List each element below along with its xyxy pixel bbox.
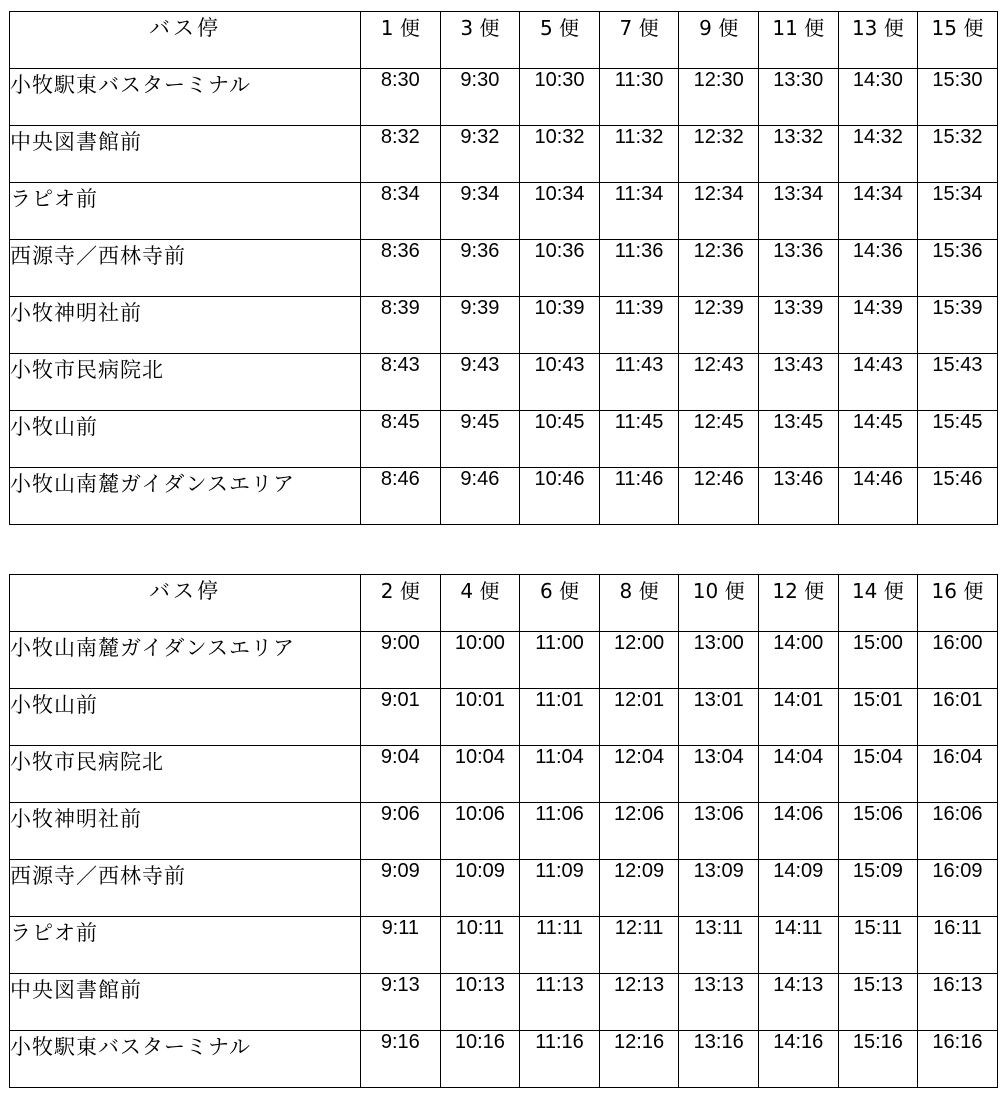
departure-time: 8:32 bbox=[361, 126, 441, 183]
bus-stop-column-header: バス停 bbox=[10, 12, 361, 69]
bus-stop-name: 中央図書館前 bbox=[10, 126, 361, 183]
departure-time: 10:04 bbox=[440, 746, 520, 803]
departure-time: 10:06 bbox=[440, 803, 520, 860]
departure-time: 9:00 bbox=[361, 632, 441, 689]
departure-time: 12:04 bbox=[599, 746, 679, 803]
bus-stop-name: 中央図書館前 bbox=[10, 974, 361, 1031]
departure-time: 10:30 bbox=[520, 69, 600, 126]
departure-time: 13:00 bbox=[679, 632, 759, 689]
departure-time: 11:01 bbox=[520, 689, 600, 746]
departure-time: 15:06 bbox=[838, 803, 918, 860]
table-row bbox=[10, 689, 998, 746]
departure-time: 10:46 bbox=[520, 468, 600, 525]
departure-time: 8:34 bbox=[361, 183, 441, 240]
departure-time: 9:45 bbox=[440, 411, 520, 468]
table-row bbox=[10, 354, 998, 411]
bus-stop-name: 小牧神明社前 bbox=[10, 803, 361, 860]
departure-time: 14:46 bbox=[838, 468, 918, 525]
trip-column-header: 2 便 bbox=[361, 575, 441, 632]
departure-time: 9:46 bbox=[440, 468, 520, 525]
departure-time: 9:30 bbox=[440, 69, 520, 126]
bus-stop-name: ラピオ前 bbox=[10, 917, 361, 974]
outbound-body bbox=[10, 69, 998, 525]
departure-time: 13:06 bbox=[679, 803, 759, 860]
departure-time: 8:45 bbox=[361, 411, 441, 468]
departure-time: 11:46 bbox=[599, 468, 679, 525]
departure-time: 12:43 bbox=[679, 354, 759, 411]
departure-time: 8:30 bbox=[361, 69, 441, 126]
trip-column-header: 9 便 bbox=[679, 12, 759, 69]
departure-time: 15:32 bbox=[918, 126, 998, 183]
departure-time: 15:11 bbox=[838, 917, 918, 974]
bus-stop-name: 小牧駅東バスターミナル bbox=[10, 69, 361, 126]
departure-time: 14:04 bbox=[758, 746, 838, 803]
departure-time: 14:16 bbox=[758, 1031, 838, 1088]
departure-time: 9:13 bbox=[361, 974, 441, 1031]
departure-time: 16:09 bbox=[918, 860, 998, 917]
departure-time: 13:09 bbox=[679, 860, 759, 917]
departure-time: 14:06 bbox=[758, 803, 838, 860]
departure-time: 11:09 bbox=[520, 860, 600, 917]
trip-column-header: 11 便 bbox=[758, 12, 838, 69]
departure-time: 12:16 bbox=[599, 1031, 679, 1088]
trip-column-header: 16 便 bbox=[918, 575, 998, 632]
departure-time: 14:45 bbox=[838, 411, 918, 468]
departure-time: 11:13 bbox=[520, 974, 600, 1031]
departure-time: 11:00 bbox=[520, 632, 600, 689]
departure-time: 14:30 bbox=[838, 69, 918, 126]
departure-time: 9:01 bbox=[361, 689, 441, 746]
trip-column-header: 1 便 bbox=[361, 12, 441, 69]
departure-time: 13:32 bbox=[758, 126, 838, 183]
departure-time: 15:09 bbox=[838, 860, 918, 917]
departure-time: 11:04 bbox=[520, 746, 600, 803]
trip-column-header: 8 便 bbox=[599, 575, 679, 632]
departure-time: 10:16 bbox=[440, 1031, 520, 1088]
departure-time: 9:16 bbox=[361, 1031, 441, 1088]
departure-time: 10:39 bbox=[520, 297, 600, 354]
departure-time: 11:30 bbox=[599, 69, 679, 126]
departure-time: 13:11 bbox=[679, 917, 759, 974]
bus-stop-name: 小牧山南麓ガイダンスエリア bbox=[10, 632, 361, 689]
departure-time: 12:39 bbox=[679, 297, 759, 354]
departure-time: 13:34 bbox=[758, 183, 838, 240]
inbound-body bbox=[10, 632, 998, 1088]
trip-column-header: 12 便 bbox=[758, 575, 838, 632]
departure-time: 9:43 bbox=[440, 354, 520, 411]
departure-time: 13:43 bbox=[758, 354, 838, 411]
bus-stop-name: 小牧市民病院北 bbox=[10, 746, 361, 803]
bus-stop-name: 西源寺／西林寺前 bbox=[10, 860, 361, 917]
bus-stop-name: ラピオ前 bbox=[10, 183, 361, 240]
departure-time: 10:13 bbox=[440, 974, 520, 1031]
departure-time: 13:45 bbox=[758, 411, 838, 468]
trip-column-header: 7 便 bbox=[599, 12, 679, 69]
departure-time: 12:36 bbox=[679, 240, 759, 297]
departure-time: 14:11 bbox=[758, 917, 838, 974]
inbound-header bbox=[10, 575, 998, 632]
departure-time: 8:39 bbox=[361, 297, 441, 354]
departure-time: 15:00 bbox=[838, 632, 918, 689]
trip-column-header: 4 便 bbox=[440, 575, 520, 632]
departure-time: 10:43 bbox=[520, 354, 600, 411]
departure-time: 12:09 bbox=[599, 860, 679, 917]
bus-stop-name: 小牧山前 bbox=[10, 689, 361, 746]
departure-time: 11:32 bbox=[599, 126, 679, 183]
departure-time: 9:11 bbox=[361, 917, 441, 974]
departure-time: 10:45 bbox=[520, 411, 600, 468]
departure-time: 11:11 bbox=[520, 917, 600, 974]
bus-stop-column-header: バス停 bbox=[10, 575, 361, 632]
header-row bbox=[10, 12, 998, 69]
departure-time: 15:16 bbox=[838, 1031, 918, 1088]
departure-time: 10:09 bbox=[440, 860, 520, 917]
departure-time: 12:34 bbox=[679, 183, 759, 240]
departure-time: 9:06 bbox=[361, 803, 441, 860]
departure-time: 14:43 bbox=[838, 354, 918, 411]
departure-time: 11:45 bbox=[599, 411, 679, 468]
departure-time: 15:43 bbox=[918, 354, 998, 411]
departure-time: 12:00 bbox=[599, 632, 679, 689]
departure-time: 12:11 bbox=[599, 917, 679, 974]
outbound-timetable bbox=[9, 11, 998, 525]
table-row bbox=[10, 411, 998, 468]
trip-column-header: 5 便 bbox=[520, 12, 600, 69]
departure-time: 11:06 bbox=[520, 803, 600, 860]
departure-time: 14:39 bbox=[838, 297, 918, 354]
departure-time: 13:16 bbox=[679, 1031, 759, 1088]
departure-time: 15:46 bbox=[918, 468, 998, 525]
departure-time: 16:16 bbox=[918, 1031, 998, 1088]
departure-time: 9:09 bbox=[361, 860, 441, 917]
departure-time: 12:30 bbox=[679, 69, 759, 126]
bus-stop-name: 小牧山南麓ガイダンスエリア bbox=[10, 468, 361, 525]
trip-column-header: 10 便 bbox=[679, 575, 759, 632]
departure-time: 12:01 bbox=[599, 689, 679, 746]
departure-time: 13:39 bbox=[758, 297, 838, 354]
departure-time: 10:34 bbox=[520, 183, 600, 240]
departure-time: 14:13 bbox=[758, 974, 838, 1031]
trip-column-header: 14 便 bbox=[838, 575, 918, 632]
departure-time: 13:30 bbox=[758, 69, 838, 126]
table-row bbox=[10, 803, 998, 860]
header-row bbox=[10, 575, 998, 632]
departure-time: 13:46 bbox=[758, 468, 838, 525]
departure-time: 14:36 bbox=[838, 240, 918, 297]
departure-time: 9:39 bbox=[440, 297, 520, 354]
departure-time: 12:45 bbox=[679, 411, 759, 468]
bus-stop-name: 西源寺／西林寺前 bbox=[10, 240, 361, 297]
table-row bbox=[10, 240, 998, 297]
bus-stop-name: 小牧駅東バスターミナル bbox=[10, 1031, 361, 1088]
departure-time: 15:36 bbox=[918, 240, 998, 297]
bus-stop-name: 小牧山前 bbox=[10, 411, 361, 468]
departure-time: 14:01 bbox=[758, 689, 838, 746]
departure-time: 13:04 bbox=[679, 746, 759, 803]
departure-time: 15:34 bbox=[918, 183, 998, 240]
departure-time: 9:36 bbox=[440, 240, 520, 297]
trip-column-header: 13 便 bbox=[838, 12, 918, 69]
departure-time: 9:32 bbox=[440, 126, 520, 183]
departure-time: 14:34 bbox=[838, 183, 918, 240]
departure-time: 15:30 bbox=[918, 69, 998, 126]
departure-time: 14:00 bbox=[758, 632, 838, 689]
table-row bbox=[10, 1031, 998, 1088]
departure-time: 8:43 bbox=[361, 354, 441, 411]
table-row bbox=[10, 468, 998, 525]
departure-time: 10:00 bbox=[440, 632, 520, 689]
inbound-timetable bbox=[9, 574, 998, 1088]
bus-stop-name: 小牧市民病院北 bbox=[10, 354, 361, 411]
departure-time: 12:46 bbox=[679, 468, 759, 525]
departure-time: 15:13 bbox=[838, 974, 918, 1031]
departure-time: 9:04 bbox=[361, 746, 441, 803]
departure-time: 15:39 bbox=[918, 297, 998, 354]
departure-time: 15:01 bbox=[838, 689, 918, 746]
departure-time: 14:09 bbox=[758, 860, 838, 917]
departure-time: 10:32 bbox=[520, 126, 600, 183]
departure-time: 15:04 bbox=[838, 746, 918, 803]
departure-time: 11:43 bbox=[599, 354, 679, 411]
table-row bbox=[10, 860, 998, 917]
departure-time: 13:13 bbox=[679, 974, 759, 1031]
table-row bbox=[10, 69, 998, 126]
departure-time: 9:34 bbox=[440, 183, 520, 240]
departure-time: 16:11 bbox=[918, 917, 998, 974]
departure-time: 13:01 bbox=[679, 689, 759, 746]
trip-column-header: 15 便 bbox=[918, 12, 998, 69]
departure-time: 15:45 bbox=[918, 411, 998, 468]
departure-time: 11:16 bbox=[520, 1031, 600, 1088]
departure-time: 16:06 bbox=[918, 803, 998, 860]
bus-stop-name: 小牧神明社前 bbox=[10, 297, 361, 354]
departure-time: 8:36 bbox=[361, 240, 441, 297]
departure-time: 16:13 bbox=[918, 974, 998, 1031]
departure-time: 11:34 bbox=[599, 183, 679, 240]
departure-time: 10:01 bbox=[440, 689, 520, 746]
table-row bbox=[10, 126, 998, 183]
departure-time: 12:13 bbox=[599, 974, 679, 1031]
departure-time: 16:01 bbox=[918, 689, 998, 746]
table-row bbox=[10, 297, 998, 354]
departure-time: 8:46 bbox=[361, 468, 441, 525]
trip-column-header: 3 便 bbox=[440, 12, 520, 69]
table-row bbox=[10, 746, 998, 803]
departure-time: 12:06 bbox=[599, 803, 679, 860]
departure-time: 12:32 bbox=[679, 126, 759, 183]
trip-column-header: 6 便 bbox=[520, 575, 600, 632]
table-row bbox=[10, 183, 998, 240]
departure-time: 11:39 bbox=[599, 297, 679, 354]
departure-time: 16:04 bbox=[918, 746, 998, 803]
table-row bbox=[10, 974, 998, 1031]
outbound-header bbox=[10, 12, 998, 69]
departure-time: 14:32 bbox=[838, 126, 918, 183]
departure-time: 11:36 bbox=[599, 240, 679, 297]
departure-time: 10:11 bbox=[440, 917, 520, 974]
table-row bbox=[10, 632, 998, 689]
departure-time: 10:36 bbox=[520, 240, 600, 297]
departure-time: 16:00 bbox=[918, 632, 998, 689]
departure-time: 13:36 bbox=[758, 240, 838, 297]
table-row bbox=[10, 917, 998, 974]
